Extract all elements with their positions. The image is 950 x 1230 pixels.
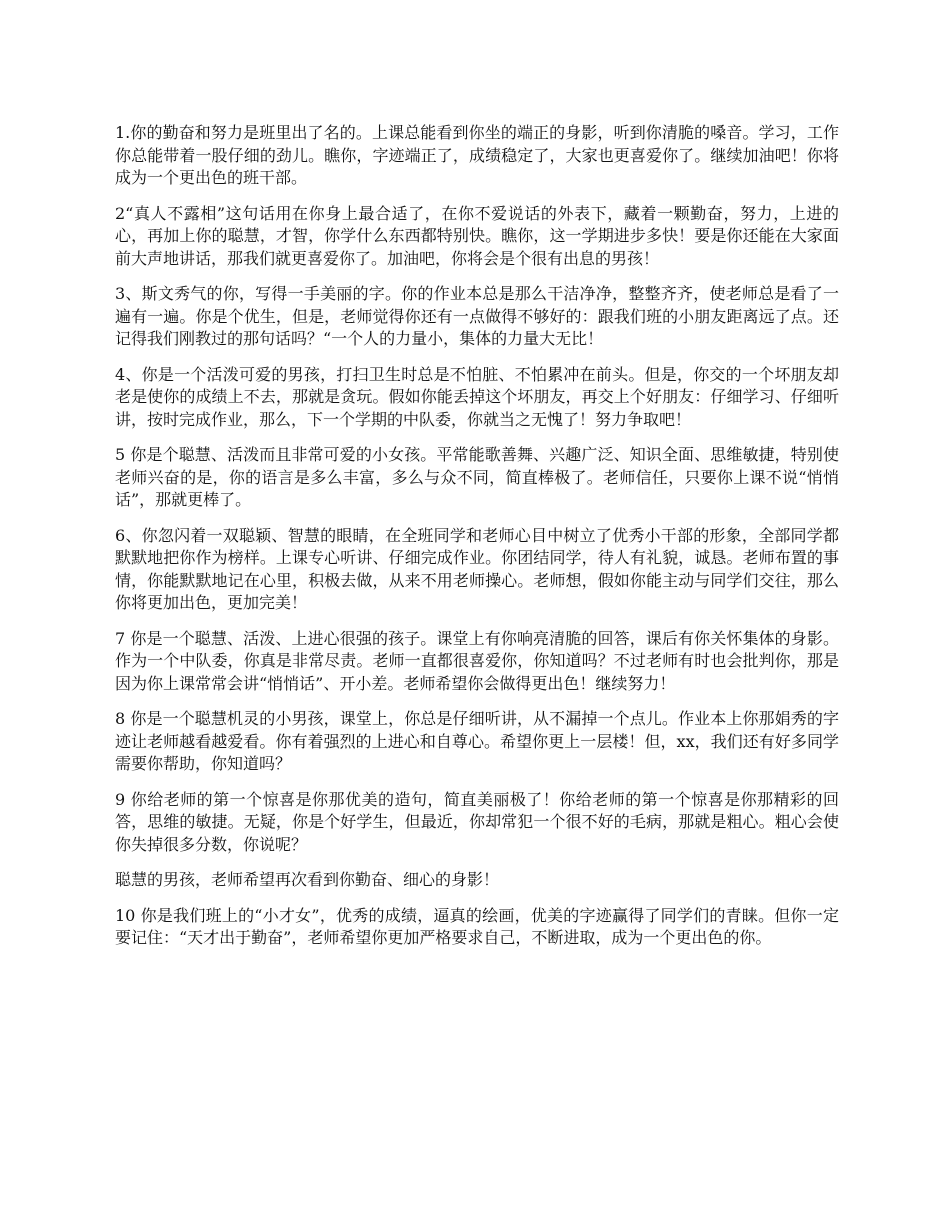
paragraph-9: 9 你给老师的第一个惊喜是你那优美的造句，简直美丽极了！你给老师的第一个惊喜是你那精彩的回答，思维的敏捷。无疑，你是个好学生，但最近，你却常犯一个很不好的毛病，那就是粗心。粗心会使你失掉很多分数，你说呢？ (115, 789, 839, 854)
paragraph-2: 2“真人不露相”这句话用在你身上最合适了，在你不爱说话的外表下，藏着一颗勤奋，努力，上进的心，再加上你的聪慧，才智，你学什么东西都特别快。瞧你，这一学期进步多快！要是你还能在大家面前大声地讲话，那我们就更喜爱你了。加油吧，你将会是个很有出息的男孩！ (115, 203, 839, 268)
paragraph-11: 10 你是我们班上的“小才女”，优秀的成绩，逼真的绘画，优美的字迹赢得了同学们的青睐。但你一定要记住：“天才出于勤奋”，老师希望你更加严格要求自己，不断进取，成为一个更出色的你。 (115, 905, 839, 947)
document-page (115, 122, 839, 963)
paragraph-3: 3、斯文秀气的你，写得一手美丽的字。你的作业本总是那么干洁净净，整整齐齐，使老师总是看了一遍有一遍。你是个优生，但是，老师觉得你还有一点做得不够好的：跟我们班的小朋友距离远了点。还记得我们刚教过的那句话吗？“一个人的力量小，集体的力量大无比！ (115, 284, 839, 348)
paragraph-1: 1.你的勤奋和努力是班里出了名的。上课总能看到你坐的端正的身影，听到你清脆的嗓音。学习，工作你总能带着一股仔细的劲儿。瞧你，字迹端正了，成绩稳定了，大家也更喜爱你了。继续加油吧！你将成为一个更出色的班干部。 (115, 123, 839, 187)
paragraph-10: 聪慧的男孩，老师希望再次看到你勤奋、细心的身影！ (115, 870, 500, 889)
paragraph-4: 4、你是一个活泼可爱的男孩，打扫卫生时总是不怕脏、不怕累冲在前头。但是，你交的一个坏朋友却老是使你的成绩上不去，那就是贪玩。假如你能丢掉这个坏朋友，再交上个好朋友：仔细学习、仔细听讲，按时完成作业，那么，下一个学期的中队委，你就当之无愧了！努力争取吧！ (115, 364, 839, 429)
paragraph-5: 5 你是个聪慧、活泼而且非常可爱的小女孩。平常能歌善舞、兴趣广泛、知识全面、思维敏捷，特别使老师兴奋的是，你的语言是多么丰富，多么与众不同，简直棒极了。老师信任，只要你上课不说“悄悄话”，那就更棒了。 (115, 445, 839, 509)
paragraph-8: 8 你是一个聪慧机灵的小男孩，课堂上，你总是仔细听讲，从不漏掉一个点儿。作业本上你那娟秀的字迹让老师越看越爱看。你有着强烈的上进心和自尊心。希望你更上一层楼！但，xx，我们还有好多同学需要你帮助，你知道吗？ (115, 709, 839, 773)
paragraph-6: 6、你忽闪着一双聪颖、智慧的眼睛，在全班同学和老师心目中树立了优秀小干部的形象，全部同学都默默地把你作为榜样。上课专心听讲、仔细完成作业。你团结同学，待人有礼貌，诚恳。老师布置的事情，你能默默地记在心里，积极去做，从来不用老师操心。老师想，假如你能主动与同学们交往，那么你将更加出色，更加完美！ (115, 525, 839, 612)
paragraph-7: 7 你是一个聪慧、活泼、上进心很强的孩子。课堂上有你响亮清脆的回答，课后有你关怀集体的身影。作为一个中队委，你真是非常尽责。老师一直都很喜爱你，你知道吗？不过老师有时也会批判你，那是因为你上课常常会讲“悄悄话”、开小差。老师希望你会做得更出色！继续努力！ (115, 628, 839, 693)
